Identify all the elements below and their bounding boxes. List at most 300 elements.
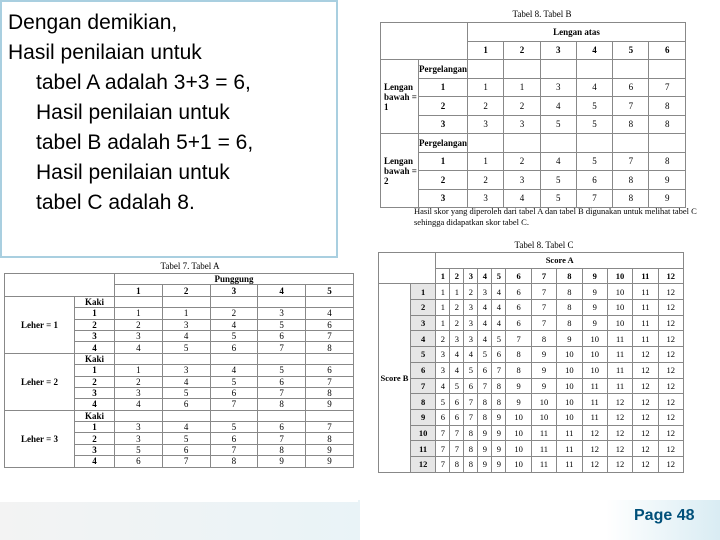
table-cell (649, 60, 686, 79)
table-cell: 3 (210, 285, 258, 296)
table-cell: 12 (633, 456, 658, 472)
table-c (378, 252, 684, 473)
table-c-col-group: Score A (436, 253, 684, 269)
table-cell: 12 (658, 347, 683, 363)
table-cell: 5 (162, 387, 210, 398)
table-b-col-group: Lengan atas (468, 23, 686, 42)
table-cell: 6 (492, 347, 506, 363)
table-cell: 1 (75, 365, 115, 376)
table-cell: 10 (582, 331, 607, 347)
table-row (381, 97, 686, 116)
table-cell: 6 (613, 78, 649, 97)
table-cell: 6 (450, 409, 464, 425)
table-cell: 4 (540, 97, 576, 116)
table-cell: 8 (492, 394, 506, 410)
table-cell: 11 (607, 378, 632, 394)
table-cell: 5 (464, 362, 478, 378)
table-cell: 11 (582, 409, 607, 425)
table-cell: 4 (210, 365, 258, 376)
table-cell: 7 (258, 342, 306, 353)
table-cell: 1 (504, 78, 540, 97)
table-cell: 7 (306, 376, 354, 387)
table-cell: 4 (75, 456, 115, 467)
table-cell: 7 (258, 387, 306, 398)
table-cell: Kaki (75, 353, 115, 364)
table-cell (115, 296, 163, 307)
table-cell: 3 (419, 115, 468, 134)
table-cell: 12 (658, 394, 683, 410)
table-cell: 3 (115, 387, 163, 398)
table-cell: 7 (531, 284, 556, 300)
table-cell (540, 134, 576, 153)
table-cell: 5 (492, 331, 506, 347)
table-cell: 11 (531, 425, 556, 441)
table-cell: 5 (162, 342, 210, 353)
table-cell: 4 (478, 331, 492, 347)
table-cell: 3 (504, 115, 540, 134)
table-cell: 5 (613, 41, 649, 60)
table-cell: 5 (436, 394, 450, 410)
table-cell: 8 (531, 331, 556, 347)
table-cell: 5 (576, 152, 612, 171)
table-cell: 10 (557, 378, 582, 394)
table-cell: 8 (557, 284, 582, 300)
text-line-4: Hasil penilaian untuk (36, 101, 230, 124)
table-cell: 7 (649, 78, 686, 97)
table-cell: 6 (258, 330, 306, 341)
table-cell: 11 (633, 315, 658, 331)
table-cell: Kaki (75, 410, 115, 421)
table-cell (162, 353, 210, 364)
table-cell: 2 (162, 285, 210, 296)
table-cell: 9 (506, 394, 531, 410)
table-row (5, 353, 354, 364)
table-cell: 8 (478, 394, 492, 410)
table-cell: 7 (464, 394, 478, 410)
table-cell: 9 (411, 409, 436, 425)
table-cell: 6 (436, 409, 450, 425)
text-line-7: tabel C adalah 8. (36, 191, 195, 214)
table-a-panel (0, 258, 358, 502)
table-cell: 11 (411, 441, 436, 457)
page-number: Page 48 (634, 507, 695, 524)
table-cell (306, 296, 354, 307)
table-cell (115, 410, 163, 421)
table-cell: 8 (613, 171, 649, 190)
table-cell: 12 (607, 456, 632, 472)
table-cell: 8 (557, 300, 582, 316)
table-cell: 9 (531, 378, 556, 394)
table-row (379, 331, 684, 347)
table-cell: 1 (436, 268, 450, 284)
table-cell: 3 (478, 284, 492, 300)
table-cell: Score B (379, 284, 411, 472)
table-cell: 4 (464, 347, 478, 363)
table-cell: 11 (633, 331, 658, 347)
table-cell: 4 (492, 300, 506, 316)
table-cell (649, 134, 686, 153)
table-cell: 10 (411, 425, 436, 441)
table-cell: 3 (436, 362, 450, 378)
table-cell: 7 (436, 425, 450, 441)
table-cell: 3 (411, 315, 436, 331)
table-a-body (5, 296, 354, 467)
table-cell: 5 (450, 378, 464, 394)
table-cell: 8 (649, 115, 686, 134)
table-cell: 12 (658, 425, 683, 441)
table-a-corner (5, 274, 115, 297)
table-cell: 8 (306, 387, 354, 398)
table-cell: 4 (478, 300, 492, 316)
table-cell: 11 (633, 268, 658, 284)
table-cell: 6 (649, 41, 686, 60)
table-b-group-2 (381, 134, 686, 208)
table-cell: 12 (633, 394, 658, 410)
table-cell (576, 134, 612, 153)
table-cell: 4 (478, 315, 492, 331)
table-cell: 9 (492, 456, 506, 472)
table-cell: 11 (582, 394, 607, 410)
table-cell: Lengan bawah = 2 (381, 134, 419, 208)
table-cell: 5 (210, 376, 258, 387)
table-cell (162, 410, 210, 421)
table-cell: 4 (492, 315, 506, 331)
table-cell: 7 (306, 330, 354, 341)
table-cell: Pergelangan (419, 134, 468, 153)
table-cell: 2 (436, 331, 450, 347)
table-cell: 12 (582, 441, 607, 457)
table-cell: 11 (557, 425, 582, 441)
table-cell: 9 (557, 331, 582, 347)
table-cell: 12 (633, 425, 658, 441)
table-cell: 5 (115, 444, 163, 455)
table-cell (162, 296, 210, 307)
table-cell: 5 (540, 189, 576, 208)
table-cell: 12 (411, 456, 436, 472)
table-cell: 9 (478, 441, 492, 457)
table-cell (613, 60, 649, 79)
table-cell: 8 (492, 378, 506, 394)
table-cell: 2 (468, 97, 504, 116)
table-cell: 3 (115, 330, 163, 341)
table-cell: 3 (75, 387, 115, 398)
table-cell: 9 (492, 441, 506, 457)
table-cell: 12 (607, 409, 632, 425)
table-cell: 2 (464, 284, 478, 300)
table-cell: 8 (464, 425, 478, 441)
table-cell: 12 (633, 441, 658, 457)
table-cell: 4 (162, 330, 210, 341)
table-row (379, 300, 684, 316)
table-cell: 6 (210, 342, 258, 353)
table-cell: 5 (306, 285, 354, 296)
table-cell: 1 (419, 152, 468, 171)
table-cell: 12 (607, 425, 632, 441)
table-cell: 8 (478, 409, 492, 425)
table-cell: 3 (258, 308, 306, 319)
table-cell: 8 (613, 189, 649, 208)
table-cell: 11 (557, 441, 582, 457)
table-cell: 12 (607, 441, 632, 457)
table-cell: 9 (649, 189, 686, 208)
table-cell: 9 (582, 284, 607, 300)
table-cell: 6 (115, 456, 163, 467)
table-cell: 10 (557, 347, 582, 363)
table-cell: Leher = 3 (5, 410, 75, 467)
table-cell: 2 (210, 308, 258, 319)
table-a-caption: Tabel 7. Tabel A (160, 261, 220, 271)
table-cell: 5 (411, 347, 436, 363)
table-c-caption: Tabel 8. Tabel C (514, 240, 574, 250)
table-cell: 7 (210, 444, 258, 455)
table-cell: 10 (582, 347, 607, 363)
table-row (379, 378, 684, 394)
table-cell (306, 353, 354, 364)
table-cell: 2 (504, 41, 540, 60)
table-cell: 1 (436, 315, 450, 331)
table-cell: 6 (506, 315, 531, 331)
table-cell (504, 60, 540, 79)
text-line-5: tabel B adalah 5+1 = 6, (36, 131, 254, 154)
table-cell: 3 (464, 300, 478, 316)
table-b-note: Hasil skor yang diperoleh dari tabel A dan tabel B digunakan untuk melihat tabel C sehingga didapatkan skor tabel C. (414, 206, 697, 227)
table-cell: 6 (506, 300, 531, 316)
table-cell: 12 (658, 268, 683, 284)
table-cell: 11 (633, 300, 658, 316)
table-row (379, 409, 684, 425)
table-cell: 7 (450, 441, 464, 457)
table-cell: 8 (649, 97, 686, 116)
table-c-body (379, 284, 684, 472)
table-b-corner (381, 23, 468, 60)
table-cell: 1 (411, 284, 436, 300)
table-cell: 10 (506, 441, 531, 457)
table-cell: 5 (492, 268, 506, 284)
table-cell: 8 (258, 399, 306, 410)
table-cell: 8 (506, 362, 531, 378)
table-row (381, 152, 686, 171)
table-cell: 9 (306, 444, 354, 455)
table-cell: 12 (607, 394, 632, 410)
table-row (379, 347, 684, 363)
table-cell: 2 (419, 171, 468, 190)
table-cell: 4 (162, 422, 210, 433)
table-cell: 12 (633, 409, 658, 425)
table-cell: 4 (306, 308, 354, 319)
table-cell: 1 (436, 300, 450, 316)
table-cell: 8 (464, 456, 478, 472)
table-cell: 11 (607, 362, 632, 378)
table-cell: 2 (75, 376, 115, 387)
table-cell: 4 (576, 41, 612, 60)
table-cell: 4 (258, 285, 306, 296)
table-cell: 2 (419, 97, 468, 116)
table-cell: Kaki (75, 296, 115, 307)
table-cell: 7 (531, 268, 556, 284)
table-cell: 4 (162, 376, 210, 387)
table-cell: 2 (450, 315, 464, 331)
table-cell: 3 (468, 189, 504, 208)
table-cell: 12 (582, 425, 607, 441)
table-cell: 5 (210, 422, 258, 433)
table-cell: 9 (478, 425, 492, 441)
table-cell: 4 (504, 189, 540, 208)
table-cell: 10 (607, 268, 632, 284)
table-cell: 10 (557, 362, 582, 378)
table-b (380, 22, 686, 208)
table-row (379, 456, 684, 472)
table-cell: 4 (450, 347, 464, 363)
table-cell: 12 (658, 331, 683, 347)
table-cell: 5 (540, 171, 576, 190)
table-cell: 9 (306, 399, 354, 410)
table-row (381, 60, 686, 79)
table-cell (210, 353, 258, 364)
table-cell: 8 (557, 268, 582, 284)
table-a-col-group: Punggung (115, 274, 354, 285)
table-cell: 9 (582, 300, 607, 316)
table-cell: 4 (576, 78, 612, 97)
table-cell: 9 (492, 425, 506, 441)
table-cell: 7 (478, 378, 492, 394)
table-b-group-1 (381, 60, 686, 134)
table-cell (468, 134, 504, 153)
table-cell: 5 (162, 433, 210, 444)
table-cell: 3 (75, 330, 115, 341)
table-cell: 6 (506, 284, 531, 300)
table-cell: 4 (492, 284, 506, 300)
text-line-2: Hasil penilaian untuk (8, 41, 202, 64)
table-cell: 11 (531, 441, 556, 457)
table-cell (468, 60, 504, 79)
table-cell: 12 (658, 441, 683, 457)
table-cell: 1 (468, 78, 504, 97)
table-cell: 11 (607, 347, 632, 363)
table-cell: 3 (540, 78, 576, 97)
table-b-caption: Tabel 8. Tabel B (512, 9, 572, 19)
table-cell: 4 (540, 152, 576, 171)
table-cell: 8 (450, 456, 464, 472)
table-cell: 6 (478, 362, 492, 378)
table-cell: 7 (450, 425, 464, 441)
table-cell: 12 (658, 378, 683, 394)
table-cell: 8 (258, 444, 306, 455)
table-cell: 1 (115, 365, 163, 376)
table-cell: 10 (557, 409, 582, 425)
table-cell: 5 (540, 115, 576, 134)
table-cell: 5 (576, 97, 612, 116)
table-cell: 8 (649, 152, 686, 171)
table-cell: 9 (506, 378, 531, 394)
table-cell (258, 353, 306, 364)
table-cell: 1 (450, 284, 464, 300)
table-row (379, 425, 684, 441)
table-cell: 7 (464, 409, 478, 425)
table-cell: 2 (411, 300, 436, 316)
table-cell: 12 (658, 362, 683, 378)
table-cell: 11 (607, 331, 632, 347)
table-cell: 12 (633, 347, 658, 363)
table-cell: 12 (582, 456, 607, 472)
table-row (379, 284, 684, 300)
table-cell (115, 353, 163, 364)
table-row (381, 78, 686, 97)
table-cell: 2 (468, 171, 504, 190)
table-cell: 2 (450, 300, 464, 316)
table-cell: 9 (531, 362, 556, 378)
table-cell: 3 (419, 189, 468, 208)
table-a (4, 273, 354, 468)
table-cell: 3 (75, 444, 115, 455)
table-cell: 4 (75, 342, 115, 353)
table-cell: 6 (506, 268, 531, 284)
table-cell: 2 (115, 319, 163, 330)
table-cell: 4 (450, 362, 464, 378)
table-cell: 10 (506, 409, 531, 425)
table-cell (210, 410, 258, 421)
explanation-textbox (0, 0, 338, 258)
table-b-panel (372, 6, 706, 202)
table-cell: 1 (468, 152, 504, 171)
table-cell: 9 (492, 409, 506, 425)
table-cell: 1 (162, 308, 210, 319)
table-cell: 6 (258, 422, 306, 433)
table-cell: 3 (162, 365, 210, 376)
table-cell: 8 (613, 115, 649, 134)
table-row (5, 296, 354, 307)
table-cell: 7 (411, 378, 436, 394)
table-cell: 2 (115, 376, 163, 387)
table-cell: 6 (162, 399, 210, 410)
table-cell (210, 296, 258, 307)
table-cell: 2 (75, 433, 115, 444)
table-cell: 10 (531, 394, 556, 410)
table-cell: Leher = 2 (5, 353, 75, 410)
table-cell: 6 (306, 319, 354, 330)
table-cell: 8 (464, 441, 478, 457)
table-cell: 3 (504, 171, 540, 190)
table-cell: 2 (450, 268, 464, 284)
table-cell: 6 (450, 394, 464, 410)
table-cell: 1 (419, 78, 468, 97)
table-cell: 1 (468, 41, 504, 60)
table-cell: 5 (210, 330, 258, 341)
table-cell: 4 (210, 319, 258, 330)
table-cell: 6 (306, 365, 354, 376)
table-cell: 11 (582, 378, 607, 394)
table-cell: 3 (464, 268, 478, 284)
table-cell: 9 (258, 456, 306, 467)
table-cell: 12 (658, 409, 683, 425)
table-cell: 9 (582, 268, 607, 284)
table-cell: 4 (478, 268, 492, 284)
table-cell: 6 (210, 387, 258, 398)
table-cell: 3 (468, 115, 504, 134)
table-cell: 1 (115, 285, 163, 296)
table-cell: Leher = 1 (5, 296, 75, 353)
table-cell: 2 (75, 319, 115, 330)
table-cell: 12 (658, 300, 683, 316)
table-cell: 1 (436, 284, 450, 300)
table-cell: 4 (75, 399, 115, 410)
table-cell (258, 410, 306, 421)
table-cell: 7 (436, 456, 450, 472)
table-row (379, 315, 684, 331)
footer-strip (0, 500, 360, 540)
table-cell: 3 (115, 422, 163, 433)
table-cell: 9 (582, 315, 607, 331)
table-cell: 5 (258, 365, 306, 376)
